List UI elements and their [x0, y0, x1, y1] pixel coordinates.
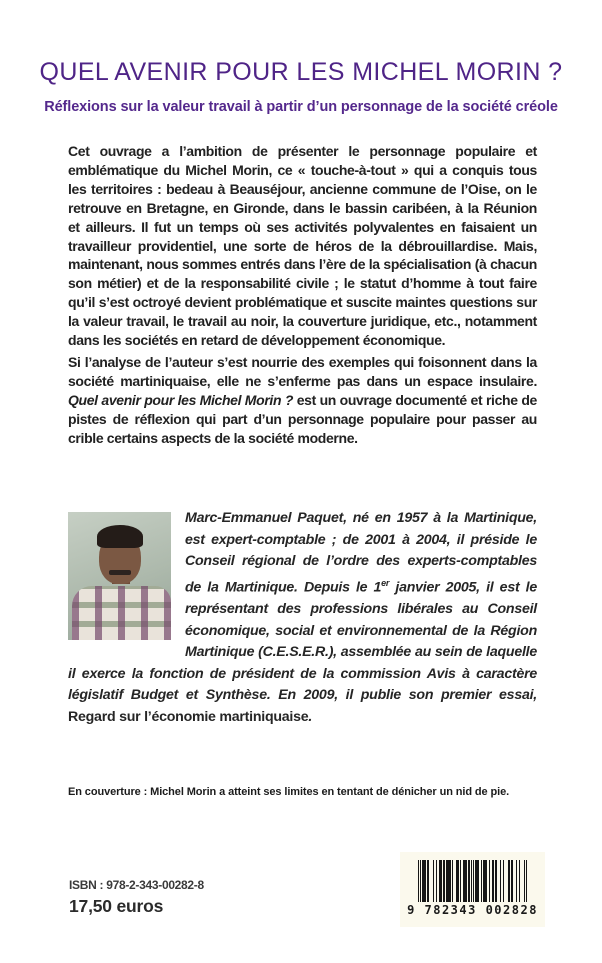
- author-bio-end: .: [308, 709, 313, 726]
- author-section: [68, 508, 537, 729]
- author-photo-hair: [97, 525, 143, 548]
- synopsis-paragraph-1: Cet ouvrage a l’ambition de présenter le personnage populaire et emblématique du Michel Morin, ce « touche-à-tout » qui a conquis tous les territoires : bedeau à Beauséjour, ancienne commune de l’Oise, on le retrouve en Bretagne, en Gironde, dans le bassin caribéen, à la Réunion et ailleurs. Il fut un temps où ses activités polyvalentes en faisaient un travailleur providentiel, une sorte de héros de la débrouillardise. Mais, maintenant, nous sommes entrés dans l’ère de la spécialisation (à chacun son métier) et de la responsabilité civile ; le statut d’homme à tout faire qu’il s’est octroyé devient problématique et suscite maintes questions sur la valeur travail, le travail au noir, la couverture juridique, etc., notamment dans les sociétés en retard de développement économique.: [68, 143, 537, 349]
- author-photo-mustache: [109, 570, 131, 575]
- page-title: QUEL AVENIR POUR LES MICHEL MORIN ?: [39, 58, 563, 86]
- author-name: Marc-Emmanuel Paquet: [185, 510, 344, 526]
- synopsis-paragraph-2-end: est un ouvrage documenté et riche de pistes de réflexion qui part d’un personnage populaire pour passer au crible certains aspects de la société moderne.: [68, 391, 537, 446]
- page-subtitle: Réflexions sur la valeur travail à partir d’un personnage de la société créole: [44, 99, 558, 115]
- book-title-inline: Quel avenir pour les Michel Morin ?: [68, 391, 294, 408]
- barcode-bars: [418, 860, 528, 902]
- synopsis-paragraph-2-text: Si l’analyse de l’auteur s’est nourrie des exemples qui foisonnent dans la société martiniquaise, elle ne s’enferme pas dans un espace insulaire.: [68, 353, 537, 389]
- barcode-digits: 9 782343 002828: [407, 903, 538, 917]
- author-bio-text-2: janvier 2005, il est le représentant des professions libérales au Conseil économique, social et environnemental de la Région Martinique (C.E.S.E.R.), assemblée au sein de laquelle il exerce la fonction de président de la commission Avis à caractère législatif Budget et Synthèse. En 2009, il publie son premier essai,: [68, 579, 537, 704]
- synopsis: [68, 142, 537, 451]
- isbn-text: ISBN : 978-2-343-00282-8: [69, 878, 204, 892]
- synopsis-paragraph-2: [68, 353, 537, 448]
- author-photo: [68, 512, 171, 640]
- author-bio-text-1: , né en 1957 à la Martinique, est expert-comptable ; de 2001 à 2004, il préside le Conseil régional de l’ordre des experts-comptables de la Martinique. Depuis le 1: [185, 510, 537, 596]
- price-text: 17,50 euros: [69, 896, 164, 916]
- author-photo-shirt: [72, 586, 171, 640]
- ordinal-superscript: er: [381, 577, 390, 588]
- previous-book-title: Regard sur l’économie martiniquaise: [68, 709, 309, 726]
- cover-note: En couverture : Michel Morin a atteint ses limites en tentant de dénicher un nid de pie.: [68, 786, 510, 798]
- barcode: [400, 852, 545, 927]
